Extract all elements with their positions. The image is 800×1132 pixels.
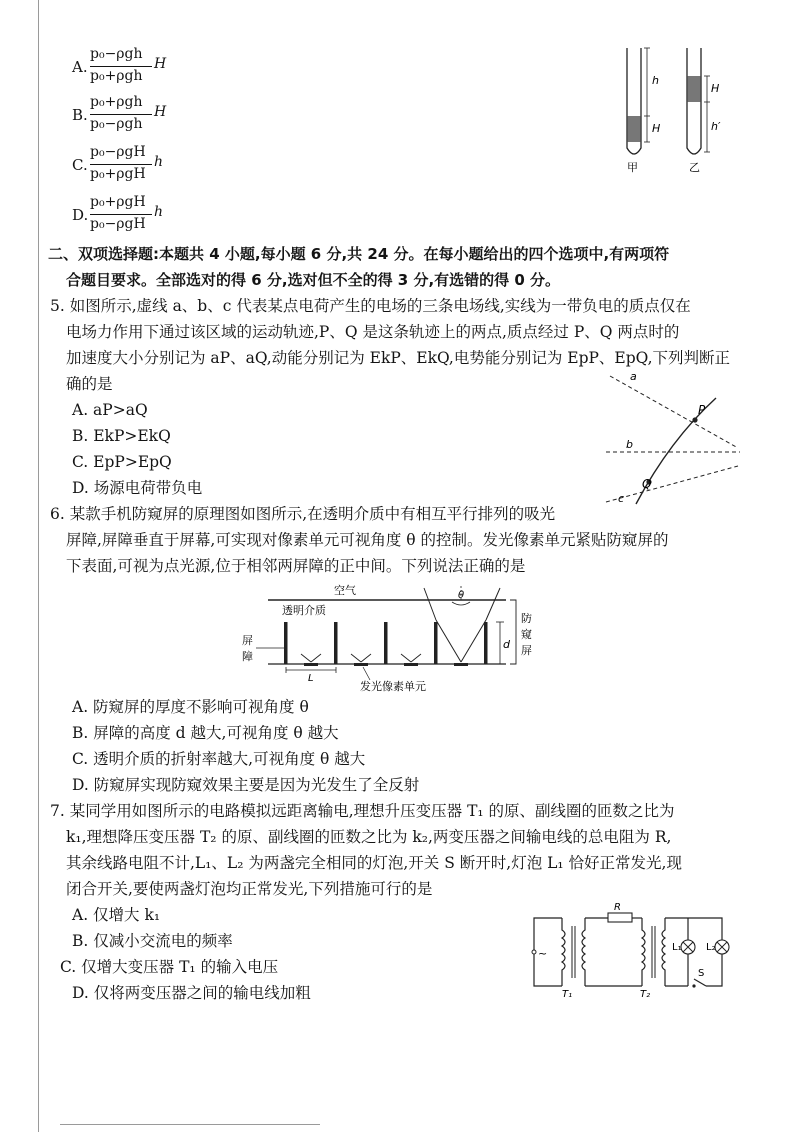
q7-option-c[interactable]: C. 仅增大变压器 T₁ 的输入电压 <box>60 958 279 976</box>
variable: h <box>154 154 164 170</box>
section-header: 二、双项选择题:本题共 4 小题,每小题 6 分,共 24 分。在每小题给出的四个选项中,有两项符 <box>48 245 670 263</box>
line-c-label: c <box>618 492 625 505</box>
variable: H <box>154 56 167 72</box>
numerator: p₀+ρgh <box>90 94 143 110</box>
q7-stem-line: 闭合开关,要使两盏灯泡均正常发光,下列措施可行的是 <box>66 880 433 898</box>
point-p-label: P <box>698 403 706 417</box>
option-letter: B. <box>72 106 88 124</box>
denominator: p₀−ρgH <box>90 216 146 232</box>
numerator: p₀−ρgH <box>90 144 146 160</box>
q6-stem-line: 6. 某款手机防窥屏的原理图如图所示,在透明介质中有相互平行排列的吸光 <box>50 505 556 523</box>
lamp-l2-label: L₂ <box>706 942 716 953</box>
line-b-label: b <box>626 438 633 451</box>
fraction-bar <box>90 66 152 67</box>
bottom-rule <box>60 1124 320 1125</box>
numerator: p₀+ρgH <box>90 194 146 210</box>
q6-option-a[interactable]: A. 防窥屏的厚度不影响可视角度 θ <box>72 698 309 716</box>
label-h: h <box>652 74 659 87</box>
q6-stem-line: 屏障,屏障垂直于屏幕,可实现对像素单元可视角度 θ 的控制。发光像素单元紧贴防窥屏的 <box>66 531 669 549</box>
q5-option-d[interactable]: D. 场源电荷带负电 <box>72 479 203 497</box>
tubes-figure <box>615 40 725 175</box>
q6-option-b[interactable]: B. 屏障的高度 d 越大,可视角度 θ 越大 <box>72 724 339 742</box>
numerator: p₀−ρgh <box>90 46 143 62</box>
t2-label: T₂ <box>640 989 651 1000</box>
medium-label: 透明介质 <box>282 604 326 617</box>
fraction-bar <box>90 164 152 165</box>
q7-option-b[interactable]: B. 仅减小交流电的频率 <box>72 932 233 950</box>
t1-label: T₁ <box>562 989 573 1000</box>
q5-option-b[interactable]: B. EkP>EkQ <box>72 427 171 445</box>
line-a-label: a <box>630 370 637 383</box>
theta-label: θ <box>458 590 465 601</box>
q7-stem-line: k₁,理想降压变压器 T₂ 的原、副线圈的匝数之比为 k₂,两变压器之间输电线的总电阻为 R, <box>66 828 672 846</box>
screen-label: 防 <box>521 612 532 625</box>
q5-option-c[interactable]: C. EpP>EpQ <box>72 453 172 471</box>
variable: H <box>154 104 167 120</box>
switch-label: S <box>698 968 705 979</box>
label-yi: 乙 <box>689 161 700 174</box>
variable: h <box>154 204 164 220</box>
fraction-bar <box>90 214 152 215</box>
q7-option-a[interactable]: A. 仅增大 k₁ <box>72 906 161 924</box>
option-letter: C. <box>72 156 88 174</box>
denominator: p₀−ρgh <box>90 116 143 132</box>
barrier-label: 障 <box>242 650 253 663</box>
q6-option-c[interactable]: C. 透明介质的折射率越大,可视角度 θ 越大 <box>72 750 366 768</box>
q7-option-d[interactable]: D. 仅将两变压器之间的输电线加粗 <box>72 984 311 1002</box>
ac-source-label: ~ <box>538 947 548 960</box>
q5-stem-line: 加速度大小分别记为 aP、aQ,动能分别记为 EkP、EkQ,电势能分别记为 EpP、EpQ,下列判断正 <box>66 349 731 367</box>
q7-stem-line: 7. 某同学用如图所示的电路模拟远距离输电,理想升压变压器 T₁ 的原、副线圈的匝数之比为 <box>50 802 675 820</box>
label-h-prime: h′ <box>711 120 721 133</box>
q6-stem-line: 下表面,可视为点光源,位于相邻两屏障的正中间。下列说法正确的是 <box>66 557 526 575</box>
l-label: L <box>308 673 314 684</box>
denominator: p₀+ρgh <box>90 68 143 84</box>
option-letter: D. <box>72 206 89 224</box>
d-label: d <box>503 638 510 651</box>
fraction-bar <box>90 114 152 115</box>
q7-stem-line: 其余线路电阻不计,L₁、L₂ 为两盏完全相同的灯泡,开关 S 断开时,灯泡 L₁ 恰好正常发光,现 <box>66 854 682 872</box>
air-label: 空气 <box>334 584 356 597</box>
field-lines-figure <box>588 368 750 508</box>
margin-line <box>38 0 39 1132</box>
label-jia: 甲 <box>627 161 638 174</box>
transmission-circuit-figure <box>522 900 742 1000</box>
point-q-label: Q <box>642 477 652 491</box>
q5-stem-line: 5. 如图所示,虚线 a、b、c 代表某点电荷产生的电场的三条电场线,实线为一带负电的质点仅在 <box>50 297 691 315</box>
q5-stem-line: 电场力作用下通过该区域的运动轨迹,P、Q 是这条轨迹上的两点,质点经过 P、Q 两点时的 <box>66 323 680 341</box>
label-H: H <box>711 82 720 95</box>
section-header-cont: 合题目要求。全部选对的得 6 分,选对但不全的得 3 分,有选错的得 0 分。 <box>66 271 561 289</box>
q5-stem-line: 确的是 <box>66 375 113 393</box>
denominator: p₀+ρgH <box>90 166 146 182</box>
resistor-label: R <box>614 902 621 913</box>
option-letter: A. <box>72 58 88 76</box>
pixel-label: 发光像素单元 <box>360 680 426 693</box>
lamp-l1-label: L₁ <box>672 942 682 953</box>
q5-option-a[interactable]: A. aP>aQ <box>72 401 148 419</box>
screen-label: 屏 <box>521 644 532 657</box>
q6-option-d[interactable]: D. 防窥屏实现防窥效果主要是因为光发生了全反射 <box>72 776 420 794</box>
label-H: H <box>652 122 661 135</box>
barrier-label: 屏 <box>242 634 253 647</box>
screen-label: 窥 <box>521 628 532 641</box>
privacy-screen-figure <box>238 582 558 694</box>
